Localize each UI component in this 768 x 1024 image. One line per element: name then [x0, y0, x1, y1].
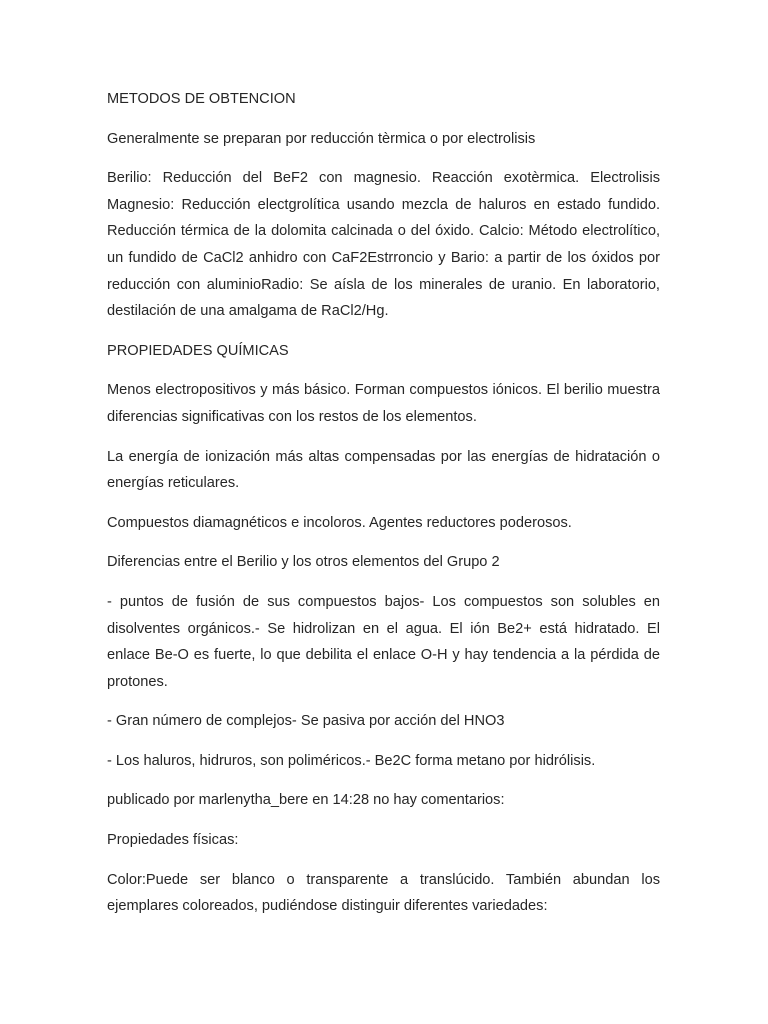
paragraph-publicado-por: publicado por marlenytha_bere en 14:28 no hay comentarios: — [107, 792, 505, 809]
paragraph-obtencion-details: Berilio: Reducción del BeF2 con magnesio. Reacción exotèrmica. Electrolisis Magnesio: Reducción electgrolítica usando mezcla de haluros en estado fundido. Reducción térmica de la dolomita calcinada o del óxido. Calcio: Método electrolítico, un fundido de CaCl2 anhidro con CaF2Estrroncio y Bario: a partir de los óxidos por reducción con aluminioRadio: Se aísla de los minerales de uranio. En laboratorio, destilación de una amalgama de RaCl2/Hg. — [107, 170, 660, 320]
paragraph-diferencias-heading: Diferencias entre el Berilio y los otros elementos del Grupo 2 — [107, 554, 500, 571]
section-heading-metodos: METODOS DE OBTENCION — [107, 91, 296, 107]
paragraph-puntos-fusion: - puntos de fusión de sus compuestos bajos- Los compuestos son solubles en disolventes orgánicos.- Se hidrolizan en el agua. El ión Be2+ está hidratado. El enlace Be-O es fuerte, lo que debilita el enlace O-H y hay tendencia a la pérdida de protones. — [107, 593, 660, 690]
paragraph-energia-ionizacion: La energía de ionización más altas compensadas por las energías de hidratación o energías reticulares. — [107, 448, 660, 492]
paragraph-color: Color:Puede ser blanco o transparente a translúcido. También abundan los ejemplares coloreados, pudiéndose distinguir diferentes variedades: — [107, 871, 660, 915]
paragraph-haluros: - Los haluros, hidruros, son poliméricos.- Be2C forma metano por hidrólisis. — [107, 752, 596, 769]
paragraph-compuestos: Compuestos diamagnéticos e incoloros. Agentes reductores poderosos. — [107, 514, 572, 531]
paragraph-complejos: - Gran número de complejos- Se pasiva por acción del HNO3 — [107, 713, 505, 730]
paragraph-intro: Generalmente se preparan por reducción tèrmica o por electrolisis — [107, 130, 536, 147]
document-page — [107, 86, 660, 933]
paragraph-electropositivos: Menos electropositivos y más básico. Forman compuestos iónicos. El berilio muestra diferencias significativas con los restos de los elementos. — [107, 382, 660, 425]
section-heading-propiedades-quimicas: PROPIEDADES QUÍMICAS — [107, 342, 289, 359]
section-heading-propiedades-fisicas: Propiedades físicas: — [107, 832, 239, 849]
